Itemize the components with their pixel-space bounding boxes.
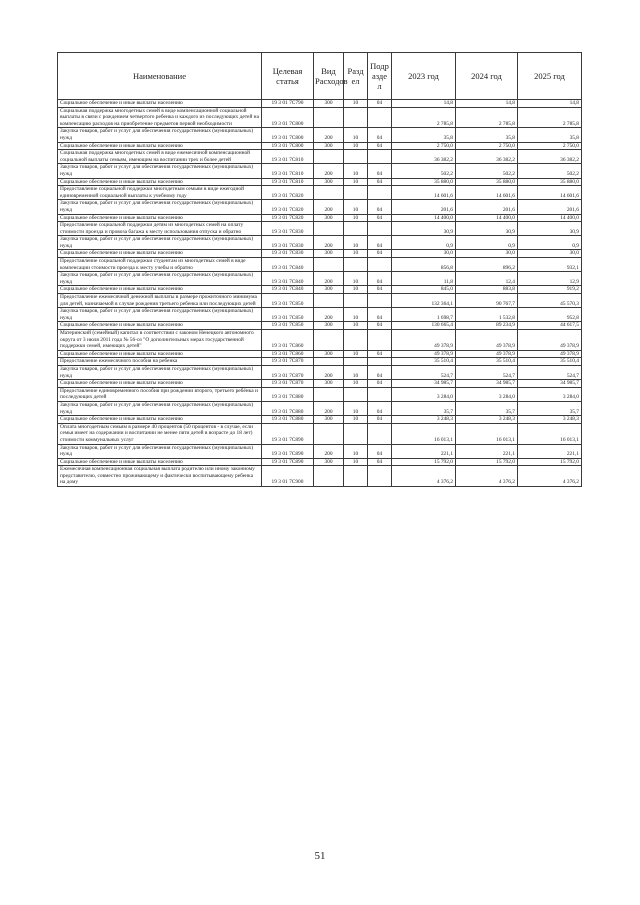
table-row <box>58 128 582 142</box>
cell-amount-2024: 896,2 <box>456 258 518 272</box>
cell-amount-2023: 1 698,7 <box>392 308 456 322</box>
cell-subsection: 04 <box>368 200 392 214</box>
cell-name: Закупка товаров, работ и услуг для обеспечения государственных (муниципальных) нужд <box>58 401 262 415</box>
cell-subsection: 04 <box>368 142 392 150</box>
cell-amount-2025: 14 601,6 <box>518 186 582 200</box>
cell-amount-2025: 2 750,0 <box>518 142 582 150</box>
cell-amount-2023: 130 665,4 <box>392 322 456 330</box>
cell-expense-type <box>314 258 344 272</box>
cell-expense-type <box>314 150 344 164</box>
cell-amount-2024: 15 792,0 <box>456 458 518 466</box>
cell-amount-2025: 34 985,7 <box>518 380 582 388</box>
cell-section <box>344 294 368 308</box>
cell-section: 10 <box>344 178 368 186</box>
cell-subsection: 04 <box>368 178 392 186</box>
cell-amount-2024: 30,9 <box>456 222 518 236</box>
cell-subsection: 04 <box>368 250 392 258</box>
cell-expense-type: 200 <box>314 444 344 458</box>
cell-amount-2025: 4 376,2 <box>518 466 582 487</box>
cell-amount-2023: 132 364,1 <box>392 294 456 308</box>
cell-name: Предоставление ежемесячного пособия на ребенка <box>58 358 262 366</box>
cell-expense-type: 300 <box>314 322 344 330</box>
cell-amount-2025: 932,1 <box>518 258 582 272</box>
cell-amount-2023: 14 601,6 <box>392 186 456 200</box>
cell-name: Социальное обеспечение и иные выплаты населению <box>58 250 262 258</box>
cell-subsection: 04 <box>368 128 392 142</box>
cell-expense-type: 300 <box>314 286 344 294</box>
cell-name: Предоставление единовременного пособия при рождении второго, третьего ребёнка и последующих детей <box>58 387 262 401</box>
cell-name: Закупка товаров, работ и услуг для обеспечения государственных (муниципальных) нужд <box>58 200 262 214</box>
budget-table-container <box>57 52 581 487</box>
cell-article: 19 3 01 7С790 <box>262 100 314 108</box>
cell-name: Социальное обеспечение и иные выплаты населению <box>58 350 262 358</box>
cell-amount-2024: 3 248,3 <box>456 416 518 424</box>
cell-article: 19 3 01 7С820 <box>262 200 314 214</box>
cell-amount-2024: 14 400,0 <box>456 214 518 222</box>
cell-article: 19 3 01 7С820 <box>262 214 314 222</box>
cell-subsection: 04 <box>368 236 392 250</box>
cell-subsection: 04 <box>368 401 392 415</box>
cell-amount-2025: 3 248,3 <box>518 416 582 424</box>
cell-section <box>344 107 368 128</box>
cell-article: 19 3 01 7С800 <box>262 107 314 128</box>
cell-amount-2024: 34 985,7 <box>456 380 518 388</box>
cell-amount-2023: 14,8 <box>392 100 456 108</box>
cell-amount-2024: 4 376,2 <box>456 466 518 487</box>
cell-amount-2023: 524,7 <box>392 365 456 379</box>
cell-section: 10 <box>344 444 368 458</box>
cell-section <box>344 186 368 200</box>
cell-expense-type <box>314 358 344 366</box>
cell-section: 10 <box>344 236 368 250</box>
table-row <box>58 294 582 308</box>
cell-section: 10 <box>344 286 368 294</box>
cell-article: 19 3 01 7С880 <box>262 387 314 401</box>
cell-amount-2024: 2 750,0 <box>456 142 518 150</box>
cell-amount-2025: 36 382,2 <box>518 150 582 164</box>
table-row <box>58 387 582 401</box>
table-row <box>58 250 582 258</box>
table-row <box>58 214 582 222</box>
cell-subsection <box>368 466 392 487</box>
cell-amount-2025: 502,2 <box>518 164 582 178</box>
cell-subsection: 04 <box>368 458 392 466</box>
cell-name: Закупка товаров, работ и услуг для обеспечения государственных (муниципальных) нужд <box>58 236 262 250</box>
header-year-2023: 2023 год <box>392 53 456 100</box>
cell-article: 19 3 01 7С880 <box>262 416 314 424</box>
cell-section: 10 <box>344 200 368 214</box>
cell-name: Социальное обеспечение и иные выплаты населению <box>58 286 262 294</box>
cell-article: 19 3 01 7С870 <box>262 365 314 379</box>
cell-amount-2024: 35 510,4 <box>456 358 518 366</box>
cell-amount-2024: 524,7 <box>456 365 518 379</box>
table-row <box>58 358 582 366</box>
cell-amount-2024: 1 532,8 <box>456 308 518 322</box>
cell-name: Предоставление ежемесячной денежной выплаты в размере прожиточного минимума для детей, назначаемой в случае рождения третьего ребенка или последующих детей <box>58 294 262 308</box>
cell-amount-2025: 35 880,0 <box>518 178 582 186</box>
cell-article: 19 3 01 7С810 <box>262 178 314 186</box>
cell-expense-type <box>314 466 344 487</box>
table-row <box>58 150 582 164</box>
cell-amount-2025: 3 284,0 <box>518 387 582 401</box>
cell-amount-2024: 14,8 <box>456 100 518 108</box>
cell-name: Социальное обеспечение и иные выплаты населению <box>58 416 262 424</box>
cell-name: Закупка товаров, работ и услуг для обеспечения государственных (муниципальных) нужд <box>58 272 262 286</box>
cell-expense-type: 300 <box>314 416 344 424</box>
table-row <box>58 308 582 322</box>
cell-expense-type: 300 <box>314 178 344 186</box>
cell-amount-2023: 201,6 <box>392 200 456 214</box>
cell-subsection <box>368 150 392 164</box>
cell-amount-2024: 30,0 <box>456 250 518 258</box>
table-row <box>58 444 582 458</box>
cell-section <box>344 330 368 351</box>
cell-article: 19 3 01 7С890 <box>262 458 314 466</box>
cell-amount-2025: 952,8 <box>518 308 582 322</box>
cell-expense-type: 200 <box>314 236 344 250</box>
cell-subsection: 04 <box>368 322 392 330</box>
cell-article: 19 3 01 7С850 <box>262 322 314 330</box>
cell-section: 10 <box>344 365 368 379</box>
cell-amount-2023: 845,0 <box>392 286 456 294</box>
cell-subsection: 04 <box>368 365 392 379</box>
table-row <box>58 100 582 108</box>
cell-article: 19 3 01 7С840 <box>262 272 314 286</box>
cell-section: 10 <box>344 272 368 286</box>
cell-subsection: 04 <box>368 444 392 458</box>
cell-subsection: 04 <box>368 380 392 388</box>
cell-amount-2024: 35 880,0 <box>456 178 518 186</box>
cell-expense-type: 300 <box>314 142 344 150</box>
cell-article: 19 3 01 7С880 <box>262 401 314 415</box>
cell-amount-2023: 221,1 <box>392 444 456 458</box>
cell-amount-2025: 12,9 <box>518 272 582 286</box>
table-row <box>58 272 582 286</box>
cell-article: 19 3 01 7С800 <box>262 142 314 150</box>
cell-amount-2025: 524,7 <box>518 365 582 379</box>
cell-amount-2024: 221,1 <box>456 444 518 458</box>
cell-subsection: 04 <box>368 214 392 222</box>
cell-amount-2024: 49 378,9 <box>456 330 518 351</box>
cell-section <box>344 466 368 487</box>
cell-subsection <box>368 358 392 366</box>
cell-article: 19 3 01 7С890 <box>262 444 314 458</box>
cell-amount-2023: 35 880,0 <box>392 178 456 186</box>
cell-amount-2025: 30,0 <box>518 250 582 258</box>
cell-article: 19 3 01 7С830 <box>262 250 314 258</box>
cell-name: Ежемесячная компенсационная социальная выплата родителю или иному законному представителю, совместно проживающему и фактически воспитывающему ребенка на дому <box>58 466 262 487</box>
cell-expense-type: 300 <box>314 458 344 466</box>
cell-subsection <box>368 423 392 444</box>
table-row <box>58 222 582 236</box>
cell-expense-type: 200 <box>314 308 344 322</box>
table-header-row <box>58 53 582 100</box>
cell-subsection <box>368 294 392 308</box>
cell-amount-2024: 49 378,9 <box>456 350 518 358</box>
cell-subsection: 04 <box>368 416 392 424</box>
cell-amount-2023: 49 378,9 <box>392 330 456 351</box>
page-number: 51 <box>314 850 326 862</box>
cell-expense-type: 200 <box>314 365 344 379</box>
cell-amount-2024: 89 234,9 <box>456 322 518 330</box>
cell-subsection <box>368 330 392 351</box>
cell-expense-type <box>314 222 344 236</box>
cell-article: 19 3 01 7С800 <box>262 128 314 142</box>
cell-section <box>344 258 368 272</box>
cell-amount-2025: 35,8 <box>518 128 582 142</box>
cell-name: Закупка товаров, работ и услуг для обеспечения государственных (муниципальных) нужд <box>58 308 262 322</box>
cell-expense-type: 300 <box>314 214 344 222</box>
cell-amount-2025: 49 378,9 <box>518 350 582 358</box>
cell-name: Социальное обеспечение и иные выплаты населению <box>58 458 262 466</box>
cell-amount-2025: 30,9 <box>518 222 582 236</box>
table-row <box>58 365 582 379</box>
table-row <box>58 186 582 200</box>
cell-expense-type: 200 <box>314 200 344 214</box>
cell-article: 19 3 01 7С840 <box>262 258 314 272</box>
cell-name: Социальное обеспечение и иные выплаты населению <box>58 100 262 108</box>
cell-amount-2024: 36 382,2 <box>456 150 518 164</box>
table-row <box>58 416 582 424</box>
table-body <box>58 100 582 487</box>
cell-article: 19 3 01 7С860 <box>262 350 314 358</box>
cell-amount-2025: 16 013,1 <box>518 423 582 444</box>
cell-subsection: 04 <box>368 308 392 322</box>
table-row <box>58 107 582 128</box>
cell-subsection <box>368 186 392 200</box>
table-row <box>58 350 582 358</box>
cell-article: 19 3 01 7С820 <box>262 186 314 200</box>
cell-section: 10 <box>344 214 368 222</box>
table-row <box>58 322 582 330</box>
cell-subsection <box>368 107 392 128</box>
cell-amount-2024: 90 767,7 <box>456 294 518 308</box>
cell-amount-2024: 16 013,1 <box>456 423 518 444</box>
cell-name: Закупка товаров, работ и услуг для обеспечения государственных (муниципальных) нужд <box>58 365 262 379</box>
cell-amount-2025: 919,2 <box>518 286 582 294</box>
cell-section: 10 <box>344 164 368 178</box>
cell-amount-2025: 15 792,0 <box>518 458 582 466</box>
cell-subsection: 04 <box>368 164 392 178</box>
cell-name: Оплата многодетным семьям в размере 40 процентов (50 процентов - в случае, если семья имеет на содержании и воспитании не менее пяти детей в возрасте до 18 лет) стоимости коммунальных услуг <box>58 423 262 444</box>
cell-article: 19 3 01 7С850 <box>262 294 314 308</box>
cell-article: 19 3 01 7С860 <box>262 330 314 351</box>
cell-name: Социальное обеспечение и иные выплаты населению <box>58 142 262 150</box>
cell-article: 19 3 01 7С810 <box>262 164 314 178</box>
cell-name: Закупка товаров, работ и услуг для обеспечения государственных (муниципальных) нужд <box>58 128 262 142</box>
cell-section <box>344 222 368 236</box>
cell-section: 10 <box>344 416 368 424</box>
cell-expense-type <box>314 387 344 401</box>
cell-amount-2025: 14,8 <box>518 100 582 108</box>
cell-section: 10 <box>344 380 368 388</box>
cell-subsection <box>368 387 392 401</box>
cell-amount-2023: 16 013,1 <box>392 423 456 444</box>
cell-expense-type: 200 <box>314 164 344 178</box>
table-row <box>58 380 582 388</box>
cell-name: Социальное обеспечение и иные выплаты населению <box>58 322 262 330</box>
cell-amount-2024: 3 284,0 <box>456 387 518 401</box>
cell-expense-type <box>314 330 344 351</box>
cell-amount-2023: 856,8 <box>392 258 456 272</box>
cell-section: 10 <box>344 350 368 358</box>
cell-amount-2025: 35,7 <box>518 401 582 415</box>
cell-amount-2023: 35,8 <box>392 128 456 142</box>
cell-amount-2023: 35,7 <box>392 401 456 415</box>
cell-amount-2025: 201,6 <box>518 200 582 214</box>
cell-amount-2024: 883,8 <box>456 286 518 294</box>
cell-name: Предоставление социальной поддержки студентам из многодетных семей в виде компенсации стоимости проезда к месту учебы и обратно <box>58 258 262 272</box>
cell-name: Материнский (семейный) капитал в соответствии с законом Ненецкого автономного округа от 3 июля 2011 года № 56-оз "О дополнительных мерах государственной поддержки семей, имеющих детей" <box>58 330 262 351</box>
cell-amount-2025: 45 570,3 <box>518 294 582 308</box>
cell-section <box>344 423 368 444</box>
cell-article: 19 3 01 7С810 <box>262 150 314 164</box>
cell-article: 19 3 01 7С830 <box>262 222 314 236</box>
table-row <box>58 401 582 415</box>
cell-name: Закупка товаров, работ и услуг для обеспечения государственных (муниципальных) нужд <box>58 444 262 458</box>
cell-expense-type <box>314 423 344 444</box>
cell-amount-2023: 4 376,2 <box>392 466 456 487</box>
header-expense-type: Вид Расходов <box>314 53 344 100</box>
cell-name: Предоставление социальной поддержки детям из многодетных семей на оплату стоимости проезда и провоза багажа к месту использования отпуска и обратно <box>58 222 262 236</box>
cell-expense-type: 200 <box>314 272 344 286</box>
cell-amount-2023: 30,0 <box>392 250 456 258</box>
cell-amount-2023: 3 284,0 <box>392 387 456 401</box>
cell-name: Социальная поддержка многодетных семей в виде ежемесячной компенсационной социальной выплаты семьям, имеющим на воспитании трех и более детей <box>58 150 262 164</box>
cell-section: 10 <box>344 100 368 108</box>
cell-amount-2025: 14 400,0 <box>518 214 582 222</box>
cell-amount-2025: 35 510,4 <box>518 358 582 366</box>
header-section: Разд ел <box>344 53 368 100</box>
cell-amount-2024: 502,2 <box>456 164 518 178</box>
table-row <box>58 466 582 487</box>
cell-expense-type <box>314 294 344 308</box>
cell-amount-2023: 502,2 <box>392 164 456 178</box>
cell-expense-type <box>314 107 344 128</box>
header-subsection: Подр азде л <box>368 53 392 100</box>
cell-expense-type: 200 <box>314 128 344 142</box>
cell-subsection: 04 <box>368 286 392 294</box>
cell-amount-2025: 44 617,5 <box>518 322 582 330</box>
header-name: Наименование <box>58 53 262 100</box>
cell-expense-type: 300 <box>314 250 344 258</box>
cell-article: 19 3 01 7С900 <box>262 466 314 487</box>
cell-section: 10 <box>344 308 368 322</box>
cell-amount-2023: 36 382,2 <box>392 150 456 164</box>
cell-section: 10 <box>344 128 368 142</box>
cell-amount-2023: 35 510,4 <box>392 358 456 366</box>
cell-section: 10 <box>344 458 368 466</box>
cell-amount-2025: 2 785,8 <box>518 107 582 128</box>
cell-amount-2024: 35,7 <box>456 401 518 415</box>
cell-article: 19 3 01 7С830 <box>262 236 314 250</box>
table-row <box>58 258 582 272</box>
cell-section: 10 <box>344 322 368 330</box>
cell-expense-type: 300 <box>314 380 344 388</box>
cell-amount-2023: 3 248,3 <box>392 416 456 424</box>
cell-name: Социальное обеспечение и иные выплаты населению <box>58 214 262 222</box>
cell-name: Социальное обеспечение и иные выплаты населению <box>58 178 262 186</box>
cell-amount-2024: 201,6 <box>456 200 518 214</box>
cell-amount-2023: 14 400,0 <box>392 214 456 222</box>
cell-name: Социальная поддержка многодетных семей в виде компенсационной социальной выплаты в связи с рождением четвертого ребенка и каждого из последующих детей на компенсацию расходов на приобретение предметов первой необходимости <box>58 107 262 128</box>
cell-subsection <box>368 222 392 236</box>
cell-subsection: 04 <box>368 350 392 358</box>
cell-amount-2023: 11,8 <box>392 272 456 286</box>
header-year-2024: 2024 год <box>456 53 518 100</box>
cell-name: Социальное обеспечение и иные выплаты населению <box>58 380 262 388</box>
table-row <box>58 142 582 150</box>
cell-amount-2024: 2 785,8 <box>456 107 518 128</box>
cell-section: 10 <box>344 401 368 415</box>
cell-expense-type: 300 <box>314 350 344 358</box>
cell-amount-2024: 12,4 <box>456 272 518 286</box>
cell-subsection <box>368 258 392 272</box>
cell-amount-2024: 35,8 <box>456 128 518 142</box>
cell-expense-type: 300 <box>314 100 344 108</box>
table-row <box>58 423 582 444</box>
cell-amount-2023: 30,9 <box>392 222 456 236</box>
header-year-2025: 2025 год <box>518 53 582 100</box>
cell-expense-type: 200 <box>314 401 344 415</box>
cell-amount-2025: 221,1 <box>518 444 582 458</box>
cell-amount-2024: 0,9 <box>456 236 518 250</box>
cell-amount-2023: 15 792,0 <box>392 458 456 466</box>
cell-section <box>344 150 368 164</box>
cell-amount-2024: 14 601,6 <box>456 186 518 200</box>
cell-section <box>344 387 368 401</box>
cell-article: 19 3 01 7С850 <box>262 308 314 322</box>
cell-article: 19 3 01 7С870 <box>262 380 314 388</box>
budget-table <box>57 52 582 487</box>
cell-article: 19 3 01 7С890 <box>262 423 314 444</box>
cell-amount-2023: 2 785,8 <box>392 107 456 128</box>
cell-subsection: 04 <box>368 272 392 286</box>
table-row <box>58 330 582 351</box>
cell-amount-2025: 0,9 <box>518 236 582 250</box>
cell-article: 19 3 01 7С870 <box>262 358 314 366</box>
cell-subsection: 04 <box>368 100 392 108</box>
cell-amount-2025: 49 378,9 <box>518 330 582 351</box>
table-row <box>58 178 582 186</box>
table-row <box>58 164 582 178</box>
cell-amount-2023: 34 985,7 <box>392 380 456 388</box>
cell-name: Предоставление социальной поддержки многодетным семьям в виде ежегодной единовременной социальной выплаты к учебному году <box>58 186 262 200</box>
table-row <box>58 286 582 294</box>
cell-amount-2023: 0,9 <box>392 236 456 250</box>
cell-section <box>344 358 368 366</box>
table-row <box>58 200 582 214</box>
cell-amount-2023: 49 378,9 <box>392 350 456 358</box>
table-row <box>58 236 582 250</box>
cell-amount-2023: 2 750,0 <box>392 142 456 150</box>
header-article: Целевая статья <box>262 53 314 100</box>
table-row <box>58 458 582 466</box>
cell-name: Закупка товаров, работ и услуг для обеспечения государственных (муниципальных) нужд <box>58 164 262 178</box>
cell-section: 10 <box>344 250 368 258</box>
cell-expense-type <box>314 186 344 200</box>
cell-article: 19 3 01 7С840 <box>262 286 314 294</box>
cell-section: 10 <box>344 142 368 150</box>
